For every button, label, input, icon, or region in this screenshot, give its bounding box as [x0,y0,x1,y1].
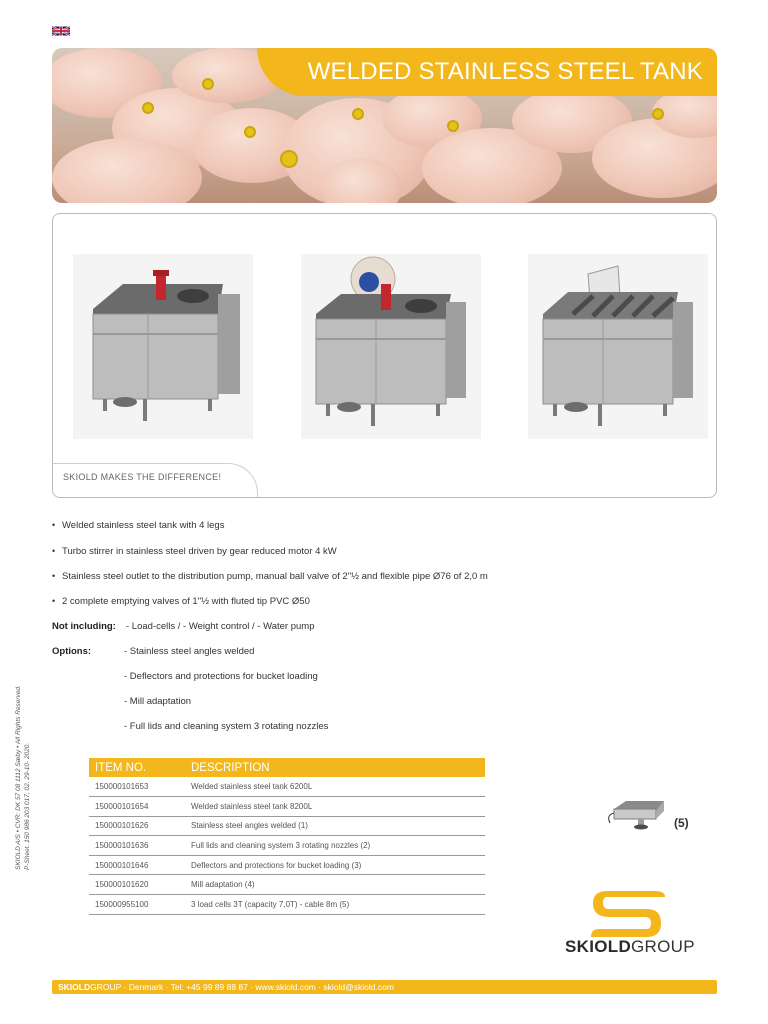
option-item: - Mill adaptation [124,696,192,707]
title-band [257,48,717,96]
not-including-row [52,621,315,632]
option-item: - Deflectors and protections for bucket loading [124,671,318,682]
option-item: - Full lids and cleaning system 3 rotating nozzles [124,721,329,732]
load-cell-image [606,795,666,835]
column-header-description: DESCRIPTION [185,758,485,777]
hero-banner [52,48,717,203]
options-label: Options: [52,646,92,657]
table-header-row [89,758,485,777]
table-row: 150000101626 Stainless steel angles welded (1) [89,816,485,836]
footer-bar [52,980,717,994]
table-row: 150000955100 3 load cells 3T (capacity 7,0T) - cable 8m (5) [89,895,485,915]
tank-with-deflectors-image [528,254,708,439]
table-row: 150000101646 Deflectors and protections for bucket loading (3) [89,855,485,875]
tank-with-stirrer-image [301,254,481,439]
tank-basic-image [73,254,253,439]
skiold-logo-mark [585,883,671,943]
footer-contact: · Denmark · Tel: +45 99 89 88 87 · www.skiold.com · skiold@skiold.com [121,982,394,992]
product-image-card [52,213,717,498]
footer-brand-bold: SKIOLD [58,982,91,992]
item-table [89,758,485,915]
table-row: 150000101636 Full lids and cleaning system 3 rotating nozzles (2) [89,836,485,856]
footer-brand-light: GROUP [90,982,122,992]
table-row: 150000101654 Welded stainless steel tank 8200L [89,797,485,817]
options-row [52,646,91,657]
legal-side-text: SKIOLD A/S • CVR: DK 57 08 1112 Sæby • All Rights Reserved. P-Sheet. 150 986 203 017, 02. 29-10- 2020. [15,685,31,870]
skiold-group-logo-text: SKIOLDGROUP [565,937,695,956]
load-cell-label: (5) [674,816,689,830]
column-header-item-no: ITEM NO. [89,758,185,777]
uk-flag-icon [52,26,70,36]
option-item: - Stainless steel angles welded [124,646,255,657]
table-row: 150000101620 Mill adaptation (4) [89,875,485,895]
not-including-label: Not including: [52,621,116,632]
table-row: 150000101653 Welded stainless steel tank 6200L [89,777,485,797]
tagline: SKIOLD MAKES THE DIFFERENCE! [63,472,222,482]
page-title: WELDED STAINLESS STEEL TANK [307,58,703,85]
not-including-text: - Load-cells / - Weight control / - Water pump [126,621,315,632]
